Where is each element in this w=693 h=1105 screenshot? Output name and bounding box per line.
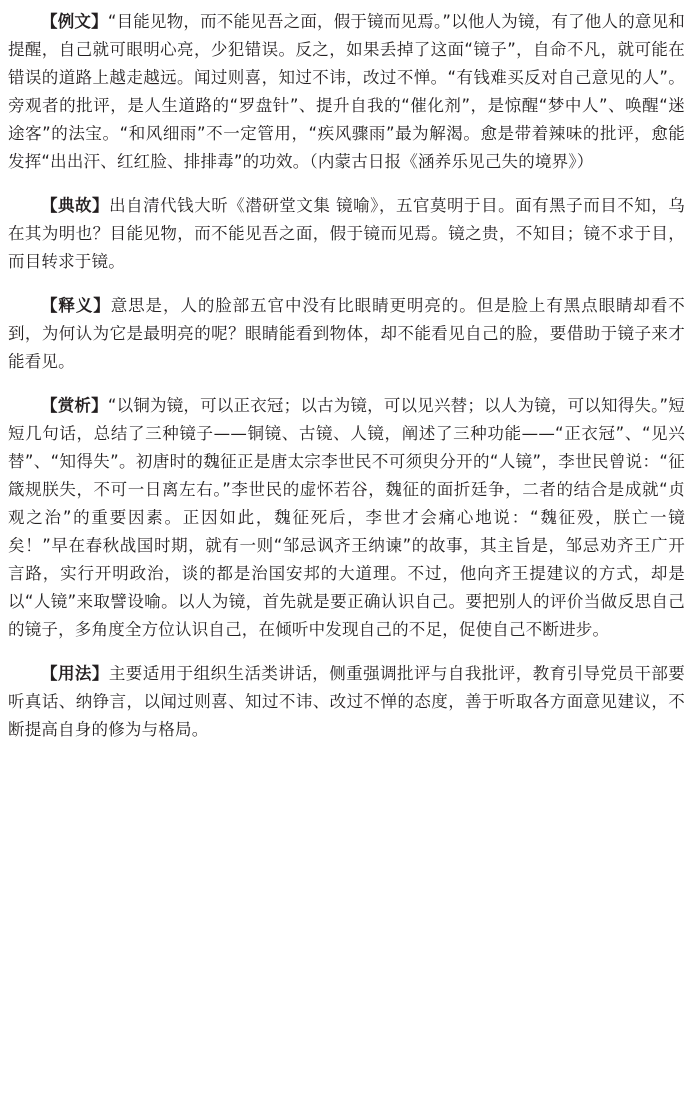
paragraph-label: 【例文】 [41, 12, 108, 31]
paragraph-allusion [8, 192, 685, 276]
document-body [0, 8, 693, 1090]
paragraph-text: “目能见物，而不能见吾之面，假于镜而见焉。”以他人为镜，有了他人的意见和提醒，自己就可眼明心亮，少犯错误。反之，如果丢掉了这面“镜子”，自命不凡，就可能在错误的道路上越走越远。闻过则喜，知过不讳，改过不惮。“有钱难买反对自己意见的人”。旁观者的批评，是人生道路的“罗盘针”、提升自我的“催化剂”，是惊醒“梦中人”、唤醒“迷途客”的法宝。“和风细雨”不一定管用，“疾风骤雨”最为解渴。愈是带着辣味的批评，愈能发挥“出出汗、红红脸、排排毒”的功效。（内蒙古日报《涵养乐见己失的境界》） [8, 12, 686, 171]
paragraph-text: 意思是，人的脸部五官中没有比眼睛更明亮的。但是脸上有黑点眼睛却看不到，为何认为它是最明亮的呢？眼睛能看到物体，却不能看见自己的脸，要借助于镜子来才能看见。 [8, 296, 685, 371]
paragraph-example [8, 8, 685, 176]
paragraph-label: 【用法】 [41, 664, 109, 683]
page-bottom-whitespace [8, 760, 685, 1090]
paragraph-usage [8, 660, 685, 744]
paragraph-label: 【典故】 [41, 196, 110, 215]
paragraph-text: 出自清代钱大昕《潜研堂文集 镜喻》，五官莫明于目。面有黑子而目不知，乌在其为明也？目能见物，而不能见吾之面，假于镜而见焉。镜之贵，不知目；镜不求于目，而目转求于镜。 [8, 196, 685, 271]
paragraph-label: 【赏析】 [41, 396, 108, 415]
paragraph-text: 主要适用于组织生活类讲话，侧重强调批评与自我批评，教育引导党员干部要听真话、纳铮言，以闻过则喜、知过不讳、改过不惮的态度，善于听取各方面意见建议，不断提高自身的修为与格局。 [8, 664, 685, 739]
paragraph-label: 【释义】 [41, 296, 111, 315]
paragraph-definition [8, 292, 685, 376]
paragraph-appreciation [8, 392, 685, 644]
paragraph-text: “以铜为镜，可以正衣冠；以古为镜，可以见兴替；以人为镜，可以知得失。”短短几句话，总结了三种镜子——铜镜、古镜、人镜，阐述了三种功能——“正衣冠”、“见兴替”、“知得失”。初唐时的魏征正是唐太宗李世民不可须臾分开的“人镜”，李世民曾说：“征箴规朕失，不可一日离左右。”李世民的虚怀若谷，魏征的面折廷争，二者的结合是成就“贞观之治”的重要因素。正因如此，魏征死后，李世才会痛心地说：“魏征殁，朕亡一镜矣！”早在春秋战国时期，就有一则“邹忌讽齐王纳谏”的故事，其主旨是，邹忌劝齐王广开言路，实行开明政治，谈的都是治国安邦的大道理。不过，他向齐王提建议的方式，却是以“人镜”来取譬设喻。以人为镜，首先就是要正确认识自己。要把别人的评价当做反思自己的镜子，多角度全方位认识自己，在倾听中发现自己的不足，促使自己不断进步。 [8, 396, 686, 639]
